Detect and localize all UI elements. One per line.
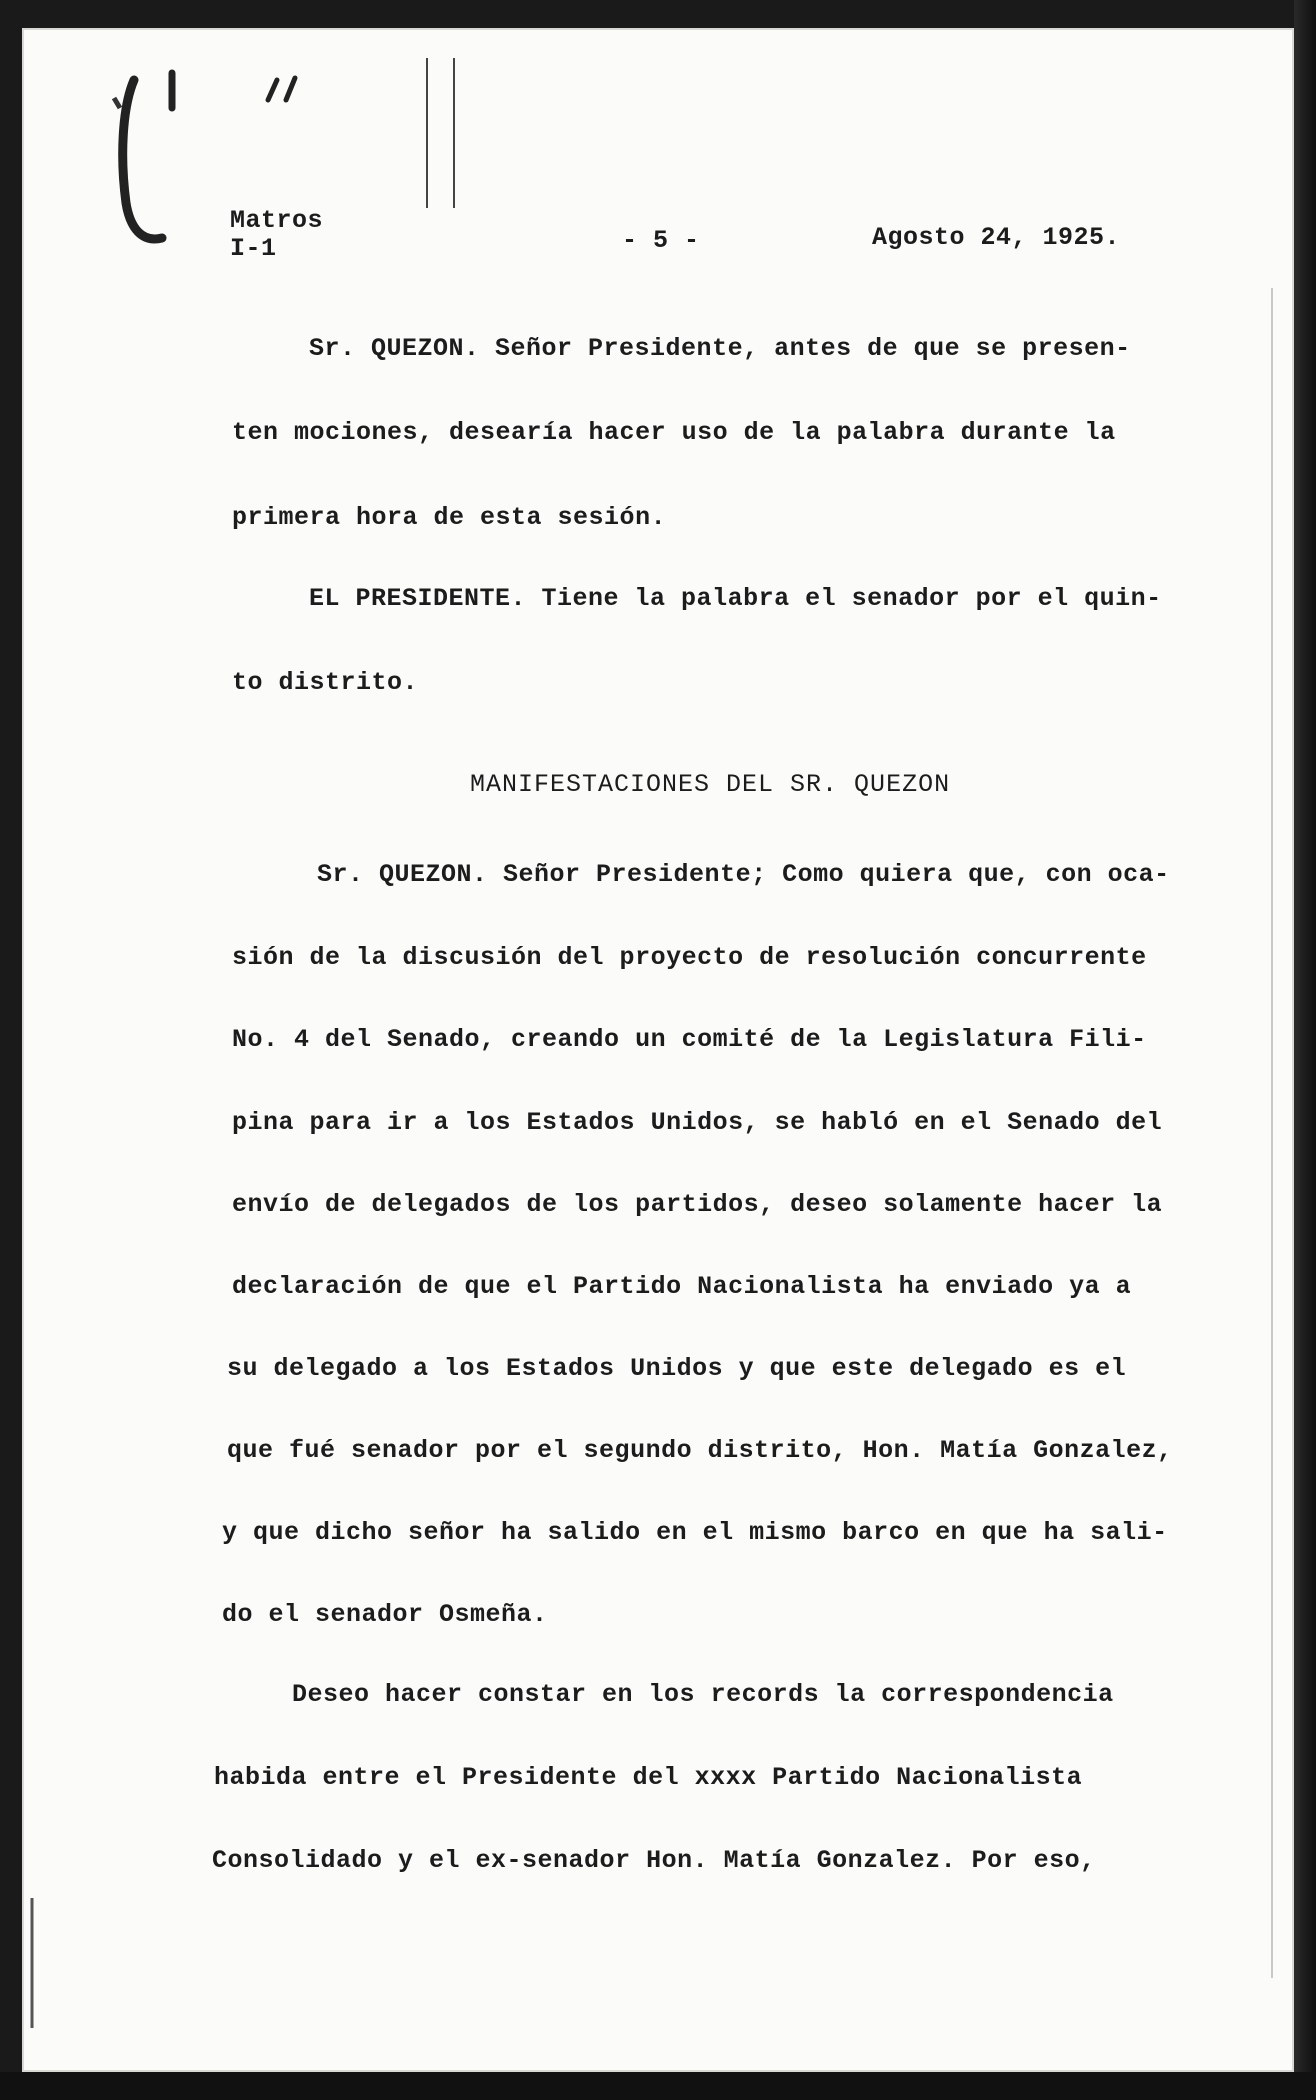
body-line: habida entre el Presidente del xxxx Partido Nacionalista <box>214 1763 1083 1792</box>
body-line: primera hora de esta sesión. <box>232 503 667 532</box>
body-line: Deseo hacer constar en los records la correspondencia <box>292 1680 1114 1709</box>
body-line: EL PRESIDENTE. Tiene la palabra el senador por el quin- <box>309 584 1162 613</box>
body-line: y que dicho señor ha salido en el mismo barco en que ha sali- <box>222 1518 1168 1547</box>
body-line: envío de delegados de los partidos, deseo solamente hacer la <box>232 1190 1163 1219</box>
scan-border-right <box>1294 0 1316 2100</box>
body-line: declaración de que el Partido Nacionalista ha enviado ya a <box>232 1272 1132 1301</box>
body-line: No. 4 del Senado, creando un comité de la Legislatura Fili- <box>232 1025 1147 1054</box>
body-line: ten mociones, desearía hacer uso de la palabra durante la <box>232 418 1116 447</box>
body-line: do el senador Osmeña. <box>222 1600 548 1629</box>
body-line: pina para ir a los Estados Unidos, se habló en el Senado del <box>232 1108 1163 1137</box>
body-line: su delegado a los Estados Unidos y que este delegado es el <box>227 1354 1127 1383</box>
scan-border-bottom <box>0 2072 1316 2100</box>
body-line: Sr. QUEZON. Señor Presidente; Como quiera que, con oca- <box>317 860 1170 889</box>
body-line: Sr. QUEZON. Señor Presidente, antes de que se presen- <box>309 334 1131 363</box>
section-heading: MANIFESTACIONES DEL SR. QUEZON <box>470 770 951 799</box>
header-author: Matros <box>230 206 324 235</box>
body-line: que fué senador por el segundo distrito, Hon. Matía Gonzalez, <box>227 1436 1173 1465</box>
body-line: sión de la discusión del proyecto de resolución concurrente <box>232 943 1147 972</box>
header-code: I-1 <box>230 234 277 263</box>
body-line: to distrito. <box>232 668 419 697</box>
document-page <box>22 28 1294 2072</box>
body-line: Consolidado y el ex-senador Hon. Matía Gonzalez. Por eso, <box>212 1846 1096 1875</box>
header-date: Agosto 24, 1925. <box>872 223 1121 252</box>
page-number: - 5 - <box>622 226 700 255</box>
